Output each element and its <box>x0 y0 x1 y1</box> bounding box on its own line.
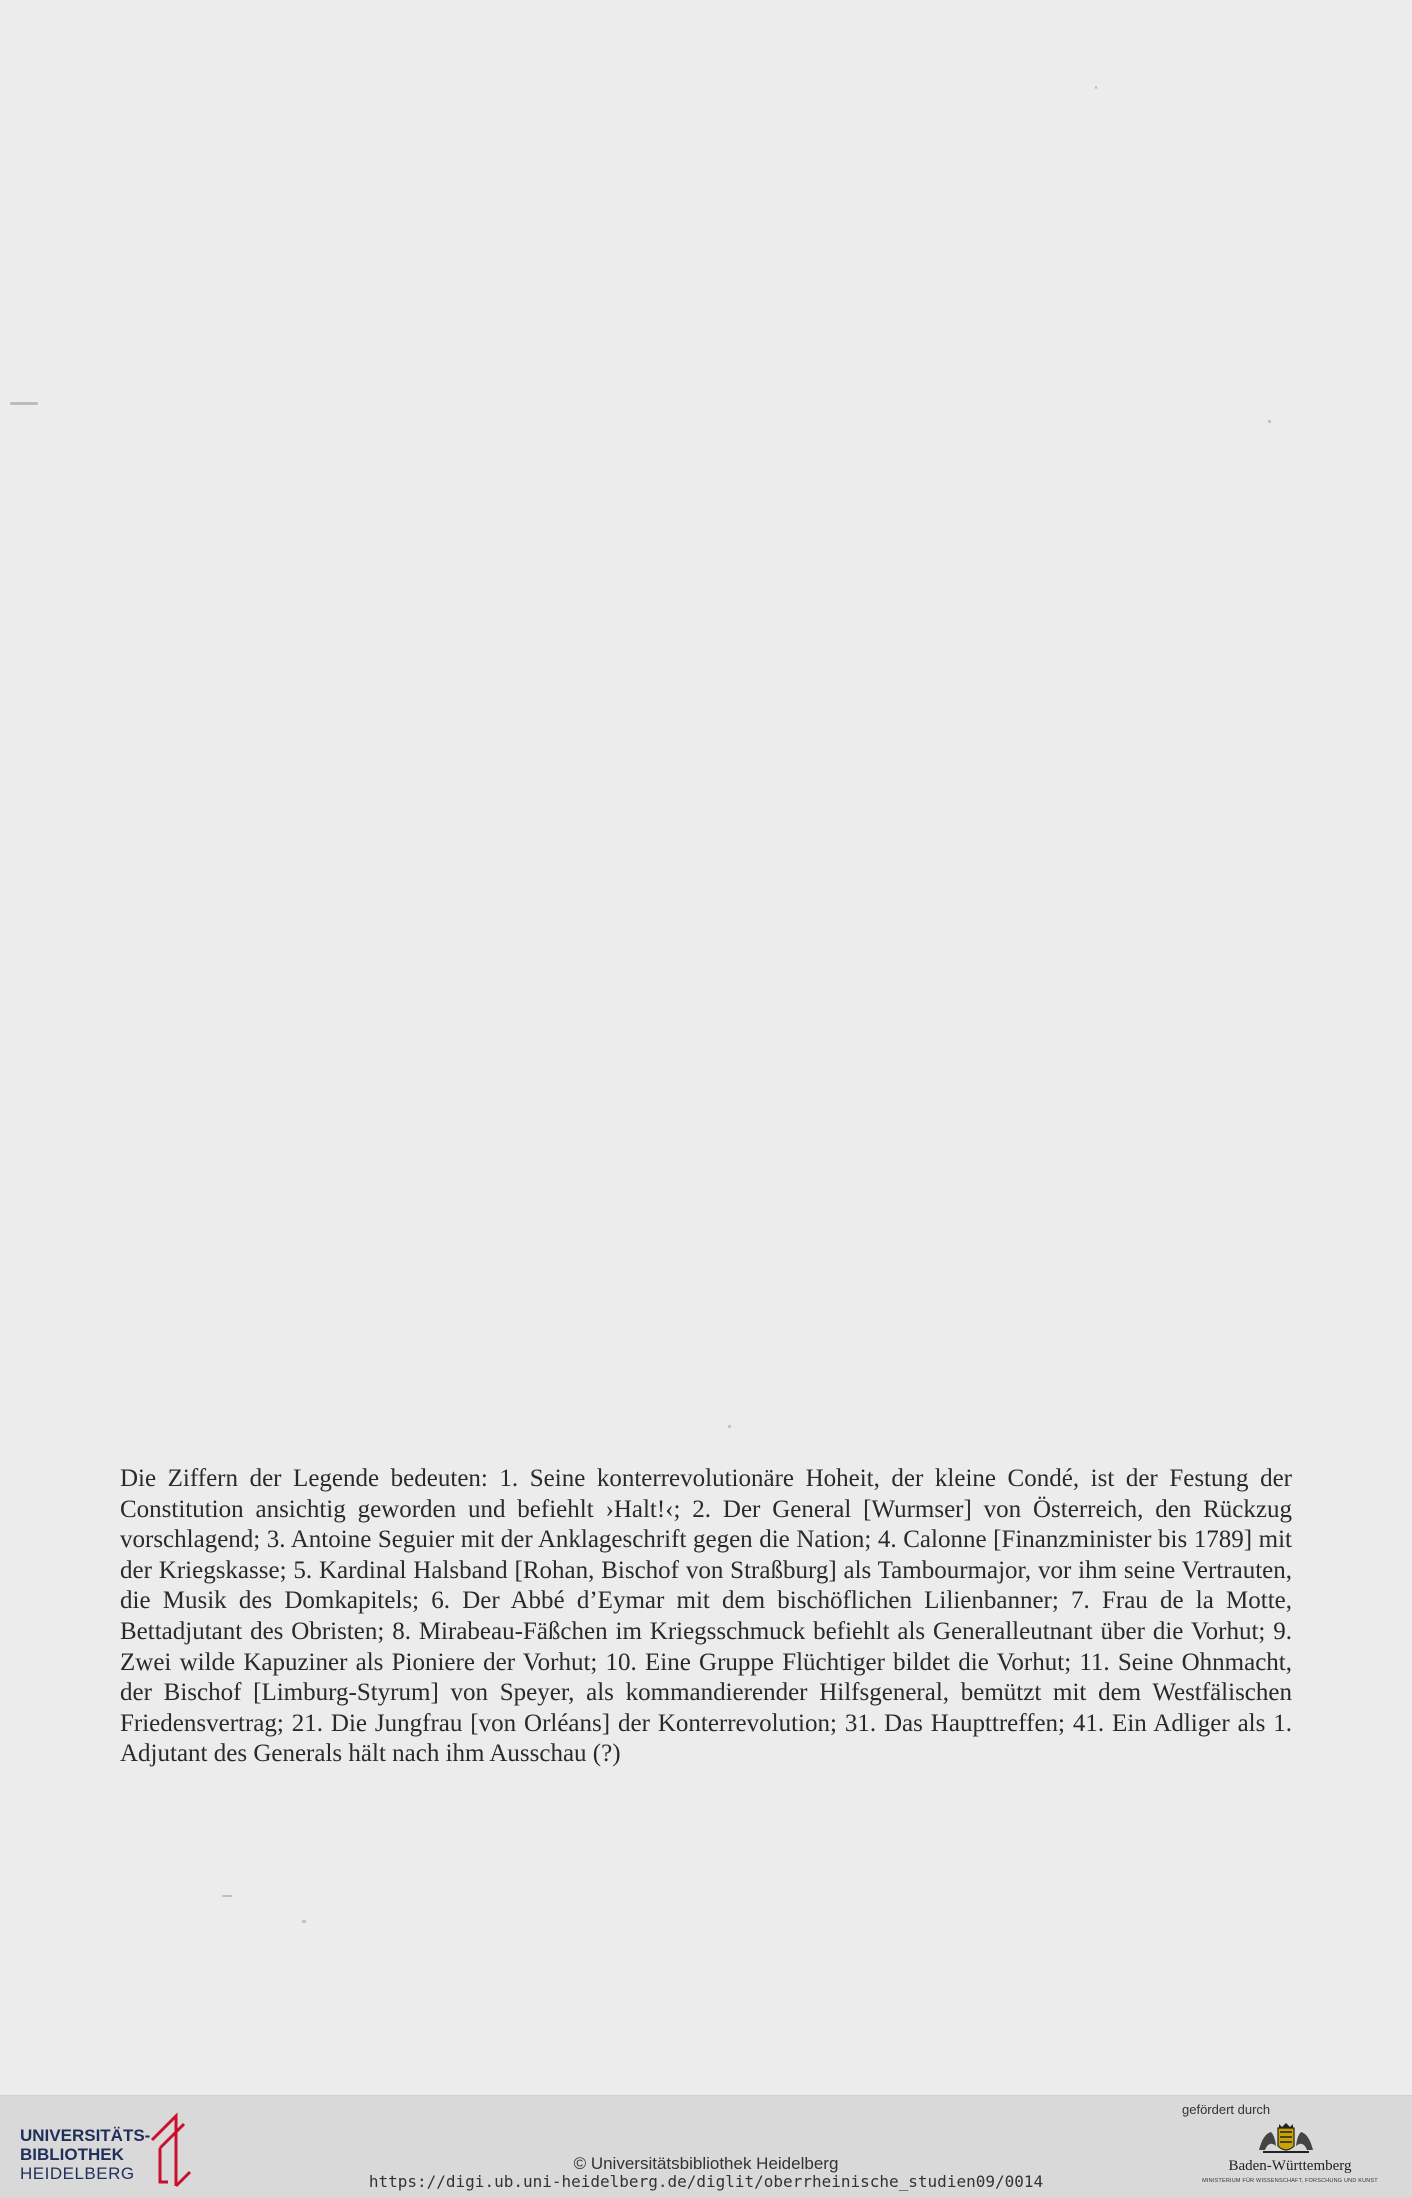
figure-legend-text: Die Ziffern der Legende bedeuten: 1. Seine konterrevolutionäre Hoheit, der kleine Condé, ist der Festung der Constitution ansichtig geworden und befiehlt ›Halt!‹; 2. Der General [Wurmser] von Österreich, den Rückzug vorschlagend; 3. Antoine Seguier mit der Anklageschrift gegen die Nation; 4. Calonne [Finanzminister bis 1789] mit der Kriegskasse; 5. Kardinal Halsband [Rohan, Bischof von Straßburg] als Tambourmajor, vor ihm seine Vertrauten, die Musik des Domkapitels; 6. Der Abbé d’Eymar mit dem bischöflichen Lilienbanner; 7. Frau de la Motte, Bettadjutant des Obristen; 8. Mirabeau-Fäßchen im Kriegsschmuck befiehlt als Generalleutnant über die Vorhut; 9. Zwei wilde Kapuziner als Pioniere der Vorhut; 10. Eine Gruppe Flüchtiger bildet die Vorhut; 11. Seine Ohnmacht, der Bischof [Limburg-Styrum] von Speyer, als kommandierender Hilfsgeneral, bemützt mit dem Westfälischen Friedensvertrag; 21. Die Jungfrau [von Orléans] der Konterrevolution; 31. Das Haupttreffen; 41. Ein Adliger als 1. Adjutant des Generals hält nach ihm Ausschau (?) <box>120 1465 1292 1768</box>
scan-speck <box>728 1425 731 1428</box>
scan-speck <box>10 402 38 405</box>
library-name-line3: HEIDELBERG <box>20 2164 135 2183</box>
library-name-line2: BIBLIOTHEK <box>20 2145 124 2164</box>
permalink-url[interactable]: https://digi.ub.uni-heidelberg.de/diglit/oberrheinische_studien09/0014 <box>368 2172 1044 2191</box>
scan-speck <box>302 1920 306 1923</box>
funded-by-label: gefördert durch <box>1182 2102 1271 2117</box>
baden-wuerttemberg-crest-icon[interactable] <box>1255 2120 1317 2163</box>
viewer-footer <box>0 2095 1412 2198</box>
funder-ministry: MINISTERIUM FÜR WISSENSCHAFT, FORSCHUNG UND KUNST <box>1202 2178 1378 2184</box>
scan-speck <box>1095 86 1097 89</box>
scan-speck <box>222 1895 232 1897</box>
copyright-notice: © Universitätsbibliothek Heidelberg <box>573 2154 839 2173</box>
funder-name: Baden-Württemberg <box>1228 2158 1352 2174</box>
scan-speck <box>1268 420 1271 423</box>
library-name-line1: UNIVERSITÄTS- <box>20 2126 151 2145</box>
